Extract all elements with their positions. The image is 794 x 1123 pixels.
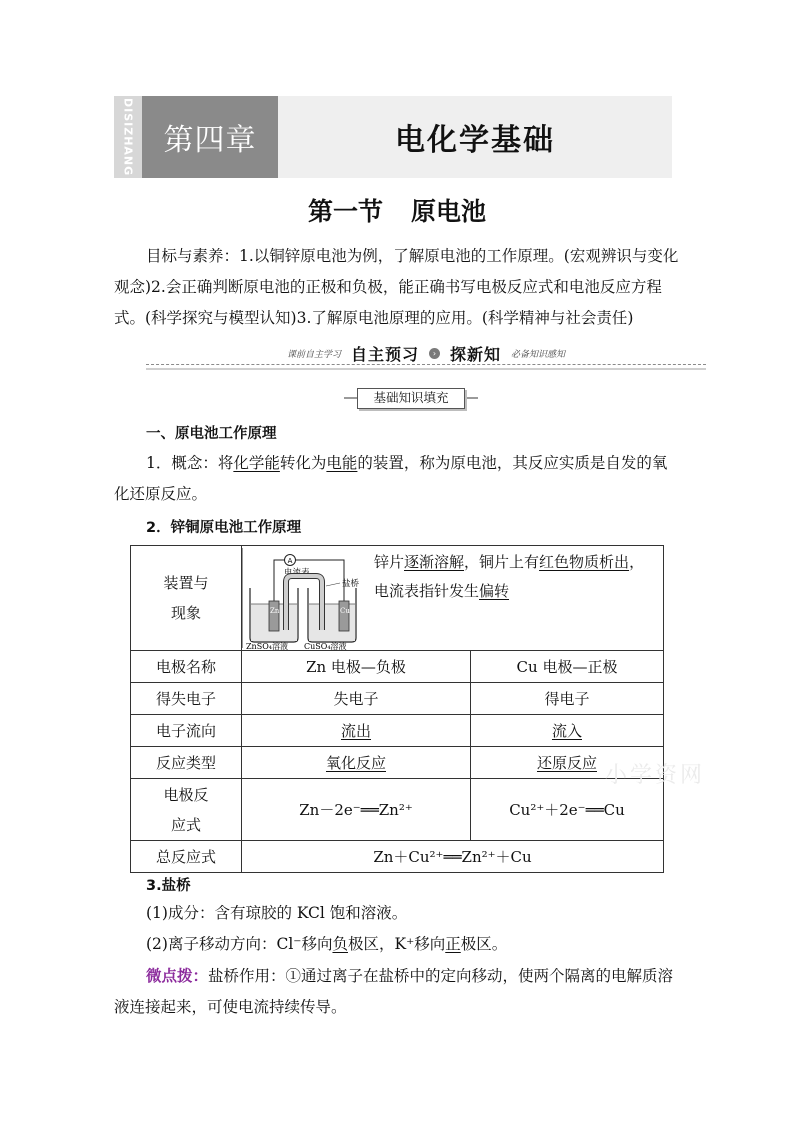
heading-principle: 一、原电池工作原理: [146, 426, 277, 442]
heading-salt-bridge: 3.盐桥: [146, 878, 191, 894]
phenomenon-deflection: 偏转: [479, 582, 510, 600]
row-label: 反应类型: [131, 747, 242, 779]
arrow-icon: ›: [429, 348, 440, 359]
preview-banner: [146, 342, 706, 372]
cu-equation: Cu²⁺＋2e⁻══Cu: [471, 779, 664, 841]
tip-paragraph: [114, 960, 680, 1023]
left-solution-caption: ZnSO₄溶液: [246, 642, 288, 650]
chapter-number: 第四章: [163, 123, 257, 158]
device-cell: [242, 546, 664, 651]
galvanic-cell-diagram: [242, 546, 366, 650]
concept-suffix: 的装置，称为原电池，其反应实质是自发的氧化还原反应。: [114, 454, 668, 503]
cu-cell: 流入: [471, 715, 664, 747]
zn-cell: 流出: [242, 715, 471, 747]
chapter-number-box: [142, 96, 278, 178]
row-label-device: 装置与现象: [131, 546, 242, 651]
chapter-header: [114, 96, 672, 178]
concept-mid: 转化为: [279, 454, 327, 472]
banner-left-note: 课前自主学习: [286, 349, 341, 360]
banner-underline: [146, 368, 706, 370]
table-row: [131, 747, 664, 779]
phenomenon-red-deposit: 红色物质析出: [539, 553, 630, 571]
salt-bridge-label: 盐桥: [342, 579, 360, 589]
concept-prefix: 1．概念：将: [146, 454, 234, 472]
chapter-title-box: [278, 96, 672, 178]
banner-main-1: 自主预习: [350, 344, 419, 364]
cell-principle-table: [130, 545, 664, 873]
zn-equation: Zn－2e⁻══Zn²⁺: [242, 779, 471, 841]
row-label: 电极名称: [131, 651, 242, 683]
total-equation: Zn＋Cu²⁺══Zn²⁺＋Cu: [242, 841, 664, 873]
concept-paragraph: [114, 448, 680, 510]
zn-rod-label: Zn: [270, 607, 280, 615]
cu-cell: 还原反应: [471, 747, 664, 779]
tip-label: 微点拨：: [146, 966, 209, 985]
ammeter-label: 电流表: [284, 568, 310, 578]
concept-term-electric-energy: 电能: [326, 454, 358, 472]
tip-text: 盐桥作用：①通过离子在盐桥中的定向移动，使两个隔离的电解质溶液连接起来，可使电流持续传导。: [114, 967, 674, 1016]
row-label: 电子流向: [131, 715, 242, 747]
banner-divider: [146, 364, 706, 365]
galvanic-cell-svg: [242, 546, 366, 650]
table-row: [131, 546, 664, 651]
row-label-equation: 电极反应式: [131, 779, 242, 841]
chapter-title: 电化学基础: [395, 123, 555, 158]
row-label-total: 总反应式: [131, 841, 242, 873]
zn-cell: 氧化反应: [242, 747, 471, 779]
watermark: 小学资网: [605, 763, 706, 788]
table-row: [131, 715, 664, 747]
banner-main-2: 探新知: [450, 344, 502, 364]
row-label: 得失电子: [131, 683, 242, 715]
table-row: [131, 651, 664, 683]
chapter-side-strip: [114, 96, 142, 178]
table-row: [131, 779, 664, 841]
salt-bridge-composition: (1)成分：含有琼胶的 KCl 饱和溶液。: [146, 904, 408, 922]
heading-zn-cu-cell: 2．锌铜原电池工作原理: [146, 520, 302, 536]
ammeter-symbol: A: [287, 557, 293, 565]
right-solution-caption: CuSO₄溶液: [304, 642, 347, 650]
fill-label: 基础知识填充: [357, 388, 465, 409]
learning-goals: 目标与素养：1.以铜锌原电池为例，了解原电池的工作原理。(宏观辨识与变化观念)2.会正确判断原电池的正极和负极，能正确书写电极反应式和电池反应方程式。(科学探究与模型认知)3.了解原电池原理的应用。(科学精神与社会责任): [114, 247, 679, 327]
table-row: [131, 841, 664, 873]
zn-cell: 失电子: [242, 683, 471, 715]
fill-label-box: [344, 388, 478, 408]
cu-rod-label: Cu: [340, 607, 350, 615]
banner-right-note: 必备知识感知: [511, 349, 566, 360]
section-title: [0, 192, 794, 228]
phenomenon-zinc-dissolves: 逐渐溶解: [404, 553, 465, 571]
chapter-side-text: DISIZHANG: [121, 97, 135, 177]
phenomenon-text: 锌片逐渐溶解，铜片上有红色物质析出， 电流表指针发生偏转: [374, 553, 645, 600]
zn-cell: Zn 电极—负极: [242, 651, 471, 683]
table-row: [131, 683, 664, 715]
salt-bridge-ion-movement: (2)离子移动方向：Cl⁻移向负极区，K⁺移向正极区。: [146, 935, 508, 953]
cu-cell: Cu 电极—正极: [471, 651, 664, 683]
section-name: 原电池: [411, 197, 487, 226]
cu-cell: 得电子: [471, 683, 664, 715]
concept-term-chemical-energy: 化学能: [233, 454, 280, 472]
section-number: 第一节: [307, 197, 383, 226]
